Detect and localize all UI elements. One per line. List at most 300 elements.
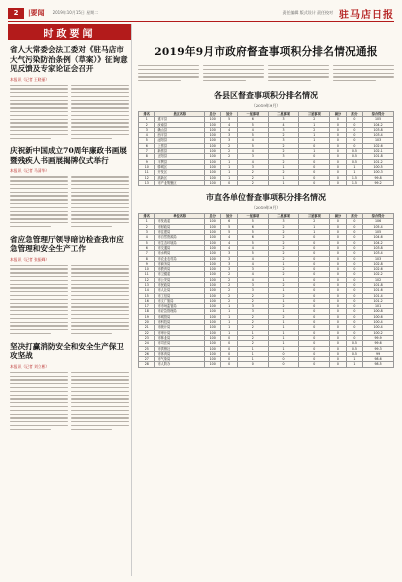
text-line: [203, 69, 264, 70]
table-cell: 0: [221, 341, 237, 346]
table-cell: 2: [268, 272, 299, 277]
table-cell: 0: [330, 325, 346, 330]
table-cell: 2: [237, 298, 268, 303]
table-cell: 0: [330, 314, 346, 319]
county-table-title: 各县区督查事项积分排名情况: [214, 89, 318, 100]
text-line: [71, 126, 129, 127]
text-line: [10, 287, 68, 288]
table-cell: 2: [299, 127, 330, 132]
table-cell: 0: [221, 180, 237, 185]
table-cell: 100.3: [363, 170, 394, 175]
text-line: [10, 303, 68, 304]
table-cell: 101.8: [363, 283, 394, 288]
table-cell: 100: [204, 341, 220, 346]
table-cell: 2: [299, 117, 330, 122]
table-cell: 2: [268, 240, 299, 245]
text-line: [71, 184, 129, 185]
table-cell: 6: [237, 235, 268, 240]
table-cell: 2: [221, 283, 237, 288]
text-line: [71, 287, 129, 288]
table-cell: 0: [299, 267, 330, 272]
table-cell: 2: [268, 170, 299, 175]
table-cell: 2: [237, 293, 268, 298]
table-cell: 1: [268, 335, 299, 340]
table-cell: 0: [299, 362, 330, 367]
text-line: [10, 85, 68, 86]
table-cell: 0: [299, 170, 330, 175]
news-story: [8, 342, 131, 433]
table-cell: 2: [237, 335, 268, 340]
table-cell: 0: [330, 149, 346, 154]
table-cell: 1: [346, 357, 362, 362]
table-cell: 0: [346, 314, 362, 319]
table-cell: 99.2: [363, 180, 394, 185]
column-header: 加分: [221, 111, 237, 116]
table-cell: 100: [204, 288, 220, 293]
text-line: [71, 265, 129, 266]
text-line: [10, 184, 68, 185]
table-cell: 市科技局: [155, 320, 204, 325]
text-line: [10, 115, 68, 116]
table-cell: 4: [268, 122, 299, 127]
table-cell: 0: [268, 362, 299, 367]
text-line: [10, 391, 68, 392]
table-cell: 25: [139, 346, 155, 351]
text-line: [10, 291, 68, 292]
table-cell: 21: [139, 325, 155, 330]
table-cell: 10: [139, 164, 155, 169]
table-cell: 4: [221, 122, 237, 127]
text-line: [71, 195, 129, 196]
table-cell: 0: [330, 251, 346, 256]
table-cell: 0: [299, 298, 330, 303]
table-cell: 0: [330, 240, 346, 245]
table-cell: 2: [268, 304, 299, 309]
text-line: [10, 199, 68, 200]
table-cell: 1: [299, 122, 330, 127]
report-area: [138, 24, 394, 368]
column-header: 三星事项: [299, 111, 330, 116]
table-cell: 0: [299, 180, 330, 185]
text-line: [71, 138, 112, 139]
table-cell: 100: [204, 170, 220, 175]
news-column: [8, 24, 132, 576]
table-cell: 市住建局: [155, 230, 204, 235]
table-cell: 99.6: [363, 341, 394, 346]
table-cell: 11: [139, 170, 155, 175]
table-cell: 0: [330, 261, 346, 266]
table-cell: 6: [221, 219, 237, 224]
text-line: [10, 138, 51, 139]
table-cell: 27: [139, 357, 155, 362]
table-cell: 0.5: [346, 341, 362, 346]
text-line: [10, 176, 68, 177]
table-cell: 100.4: [363, 320, 394, 325]
table-cell: 100: [204, 335, 220, 340]
text-line: [71, 107, 129, 108]
table-cell: 0: [299, 240, 330, 245]
table-cell: 5: [237, 133, 268, 138]
table-cell: 0: [299, 288, 330, 293]
table-cell: 102: [363, 277, 394, 282]
column-header: 减分: [330, 111, 346, 116]
table-cell: 0: [330, 267, 346, 272]
table-cell: 15: [139, 293, 155, 298]
table-cell: 103: [363, 256, 394, 261]
report-intro: [138, 65, 394, 84]
table-cell: 新蔡县: [155, 149, 204, 154]
table-cell: 0: [330, 138, 346, 143]
table-cell: 0: [268, 351, 299, 356]
text-line: [71, 333, 112, 334]
text-line: [71, 421, 129, 422]
story-headline: 庆祝新中国成立70周年廉政书画展暨残疾人书画展揭牌仪式举行: [10, 146, 127, 165]
table-cell: 0: [299, 256, 330, 261]
table-cell: 0: [299, 143, 330, 148]
table-cell: 1: [299, 224, 330, 229]
table-cell: 104.6: [363, 235, 394, 240]
table-cell: 3: [237, 154, 268, 159]
text-line: [71, 329, 129, 330]
table-cell: 0: [330, 320, 346, 325]
table-cell: 5: [221, 117, 237, 122]
table-cell: 13: [139, 180, 155, 185]
text-line: [10, 276, 68, 277]
table-cell: 2: [237, 180, 268, 185]
table-cell: 1: [221, 304, 237, 309]
text-line: [10, 130, 68, 131]
table-cell: 0: [299, 164, 330, 169]
table-cell: 1: [346, 164, 362, 169]
table-cell: 2: [139, 122, 155, 127]
table-cell: 4: [221, 240, 237, 245]
table-cell: 驿城区: [155, 164, 204, 169]
page-number: 2: [8, 8, 24, 19]
text-line: [71, 299, 129, 300]
table-cell: 100: [204, 117, 220, 122]
date-line: 2019年10月15日 星期二: [52, 10, 99, 15]
table-cell: 5: [139, 240, 155, 245]
table-cell: 100: [204, 267, 220, 272]
table-cell: 0: [330, 346, 346, 351]
table-cell: 1: [268, 288, 299, 293]
text-line: [71, 96, 129, 97]
column-header: 单位名称: [155, 214, 204, 219]
table-cell: 1: [299, 138, 330, 143]
table-cell: 5: [139, 138, 155, 143]
table-cell: 0: [330, 219, 346, 224]
column-header: 县区名称: [155, 111, 204, 116]
table-cell: 3: [237, 283, 268, 288]
table-cell: 4: [139, 235, 155, 240]
table-cell: 100: [204, 277, 220, 282]
text-line: [10, 372, 68, 373]
column-header: 排名: [139, 111, 155, 116]
table-cell: 100: [204, 293, 220, 298]
text-line: [10, 421, 68, 422]
table-cell: 28: [139, 362, 155, 367]
text-line: [10, 222, 68, 223]
table-cell: 98.5: [363, 362, 394, 367]
table-cell: 0: [299, 283, 330, 288]
table-cell: 1: [268, 330, 299, 335]
text-line: [268, 69, 329, 70]
table-cell: 3: [139, 127, 155, 132]
table-cell: 1: [268, 309, 299, 314]
table-cell: 0: [330, 283, 346, 288]
table-cell: 市文广旅局: [155, 298, 204, 303]
table-cell: 0: [237, 362, 268, 367]
table-cell: 0: [299, 351, 330, 356]
table-cell: 2: [237, 175, 268, 180]
table-cell: 98.6: [363, 357, 394, 362]
table-cell: 100: [204, 351, 220, 356]
county-ranking-table: [138, 111, 394, 186]
table-cell: 100: [204, 180, 220, 185]
table-cell: 0.5: [346, 159, 362, 164]
table-cell: 5: [237, 251, 268, 256]
table-cell: 市应急管理局: [155, 309, 204, 314]
table-cell: 2: [221, 143, 237, 148]
table-cell: 1: [346, 170, 362, 175]
table-cell: 2: [268, 133, 299, 138]
text-line: [10, 417, 68, 418]
table-cell: 2: [268, 267, 299, 272]
table-cell: 1: [221, 175, 237, 180]
text-line: [71, 203, 129, 204]
text-line: [71, 268, 129, 269]
table-cell: 100: [204, 143, 220, 148]
masthead: 驻马店日报: [339, 9, 394, 21]
table-cell: 正阳县: [155, 154, 204, 159]
story-byline: 本报讯（记者 王晓丽）: [10, 76, 50, 82]
table-cell: 0: [330, 224, 346, 229]
table-cell: 105: [363, 230, 394, 235]
table-cell: 3: [268, 219, 299, 224]
text-line: [10, 192, 68, 193]
table-cell: 5: [237, 219, 268, 224]
table-cell: 0: [330, 351, 346, 356]
text-line: [10, 306, 68, 307]
text-line: [10, 395, 68, 396]
text-line: [10, 406, 68, 407]
table-cell: 1: [299, 149, 330, 154]
table-cell: 100: [204, 159, 220, 164]
table-cell: 2: [237, 325, 268, 330]
editor-credits: 责任编辑 版式设计 责任校对: [282, 10, 333, 15]
table-cell: 100.4: [363, 325, 394, 330]
table-cell: 26: [139, 351, 155, 356]
table-cell: 100: [204, 298, 220, 303]
table-cell: 0: [299, 320, 330, 325]
table-cell: 12: [139, 277, 155, 282]
table-cell: 1: [221, 325, 237, 330]
table-cell: 100: [204, 240, 220, 245]
column-header: 扣分: [346, 214, 362, 219]
text-line: [71, 280, 129, 281]
table-cell: 5: [237, 230, 268, 235]
table-cell: 1: [221, 159, 237, 164]
table-cell: 103.4: [363, 251, 394, 256]
table-cell: 2: [268, 149, 299, 154]
table-cell: 市生态环境局: [155, 240, 204, 245]
table-cell: 0: [346, 325, 362, 330]
table-cell: 0: [346, 219, 362, 224]
text-line: [71, 272, 129, 273]
table-cell: 0: [299, 335, 330, 340]
text-line: [71, 406, 129, 407]
text-line: [71, 372, 129, 373]
column-header: 综合得分: [363, 214, 394, 219]
table-cell: 0: [330, 154, 346, 159]
table-cell: 6: [139, 245, 155, 250]
text-line: [10, 126, 68, 127]
table-cell: 0: [299, 293, 330, 298]
text-line: [71, 414, 129, 415]
table-cell: 0: [330, 330, 346, 335]
table-cell: 19: [139, 314, 155, 319]
table-cell: 2: [221, 293, 237, 298]
column-header: 综合得分: [363, 111, 394, 116]
table-cell: 市农业农村局: [155, 256, 204, 261]
table-cell: 0: [330, 235, 346, 240]
table-cell: 100: [204, 325, 220, 330]
table-cell: 1: [139, 117, 155, 122]
table-cell: 0: [330, 180, 346, 185]
table-cell: 0: [346, 288, 362, 293]
table-cell: 0: [346, 320, 362, 325]
table-cell: 100: [204, 175, 220, 180]
text-line: [10, 376, 68, 377]
text-line: [71, 284, 129, 285]
table-cell: 0: [221, 346, 237, 351]
text-line: [71, 134, 129, 135]
table-cell: 市财政局: [155, 224, 204, 229]
table-cell: 100: [204, 309, 220, 314]
table-cell: 0: [346, 117, 362, 122]
table-cell: 平舆县: [155, 159, 204, 164]
text-line: [71, 295, 129, 296]
text-line: [71, 214, 129, 215]
table-cell: 2: [268, 235, 299, 240]
table-cell: 9: [139, 159, 155, 164]
table-cell: 0: [330, 272, 346, 277]
table-cell: 100: [204, 245, 220, 250]
table-cell: 0: [330, 256, 346, 261]
table-cell: 市卫健委: [155, 272, 204, 277]
text-line: [71, 119, 129, 120]
table-cell: 2: [221, 149, 237, 154]
table-cell: 0: [346, 261, 362, 266]
table-cell: 0: [330, 170, 346, 175]
table-cell: 1: [268, 277, 299, 282]
table-cell: 市产业集聚区: [155, 180, 204, 185]
text-line: [333, 80, 376, 81]
table-cell: 0: [346, 122, 362, 127]
table-cell: 0: [330, 245, 346, 250]
text-line: [71, 383, 129, 384]
table-cell: 100: [204, 304, 220, 309]
table-cell: 6: [237, 117, 268, 122]
table-row: [139, 362, 394, 367]
table-cell: 106: [363, 219, 394, 224]
table-cell: 0: [346, 251, 362, 256]
table-cell: 0: [299, 341, 330, 346]
text-line: [71, 176, 129, 177]
table-cell: 8: [139, 154, 155, 159]
table-cell: 1: [268, 261, 299, 266]
table-cell: 0: [299, 272, 330, 277]
text-line: [10, 280, 68, 281]
text-line: [10, 310, 68, 311]
text-line: [71, 207, 129, 208]
text-line: [71, 417, 129, 418]
text-line: [71, 429, 112, 430]
table-cell: 2: [221, 277, 237, 282]
table-cell: 0.5: [346, 351, 362, 356]
text-line: [10, 226, 51, 227]
table-cell: 103.4: [363, 133, 394, 138]
table-cell: 市人社局: [155, 288, 204, 293]
table-cell: 9: [139, 261, 155, 266]
table-cell: 0: [299, 357, 330, 362]
table-cell: 泌阳县: [155, 138, 204, 143]
table-cell: 100: [204, 251, 220, 256]
text-line: [138, 65, 199, 66]
table-cell: 1: [299, 230, 330, 235]
table-cell: 0: [346, 133, 362, 138]
table-cell: 101.2: [363, 159, 394, 164]
table-cell: 1: [268, 175, 299, 180]
text-line: [10, 325, 68, 326]
table-cell: 100: [204, 314, 220, 319]
text-line: [10, 134, 68, 135]
table-cell: 3: [221, 138, 237, 143]
text-line: [71, 92, 129, 93]
text-line: [138, 73, 199, 74]
table-cell: 1: [268, 180, 299, 185]
text-line: [138, 69, 199, 70]
story-byline: 本报讯（记者 刘立彬）: [10, 363, 50, 369]
text-line: [71, 88, 129, 89]
table-cell: 2: [268, 224, 299, 229]
page-header: [8, 6, 394, 20]
table-cell: 4: [221, 127, 237, 132]
table-cell: 市民政局: [155, 283, 204, 288]
table-cell: 5: [237, 240, 268, 245]
table-cell: 3: [237, 267, 268, 272]
table-cell: 100.6: [363, 314, 394, 319]
table-cell: 100: [204, 230, 220, 235]
table-cell: 2: [139, 224, 155, 229]
text-line: [10, 272, 68, 273]
text-line: [71, 100, 129, 101]
table-cell: 4: [237, 127, 268, 132]
table-cell: 4: [237, 138, 268, 143]
table-cell: 3: [221, 261, 237, 266]
table-cell: 105.4: [363, 224, 394, 229]
text-line: [10, 218, 68, 219]
text-line: [10, 107, 68, 108]
table-cell: 0: [330, 143, 346, 148]
text-line: [71, 325, 129, 326]
table-cell: 0: [346, 330, 362, 335]
table-cell: 100: [204, 122, 220, 127]
table-cell: 市城管局: [155, 314, 204, 319]
text-line: [71, 303, 129, 304]
column-header: 扣分: [346, 111, 362, 116]
table-cell: 市林业局: [155, 335, 204, 340]
